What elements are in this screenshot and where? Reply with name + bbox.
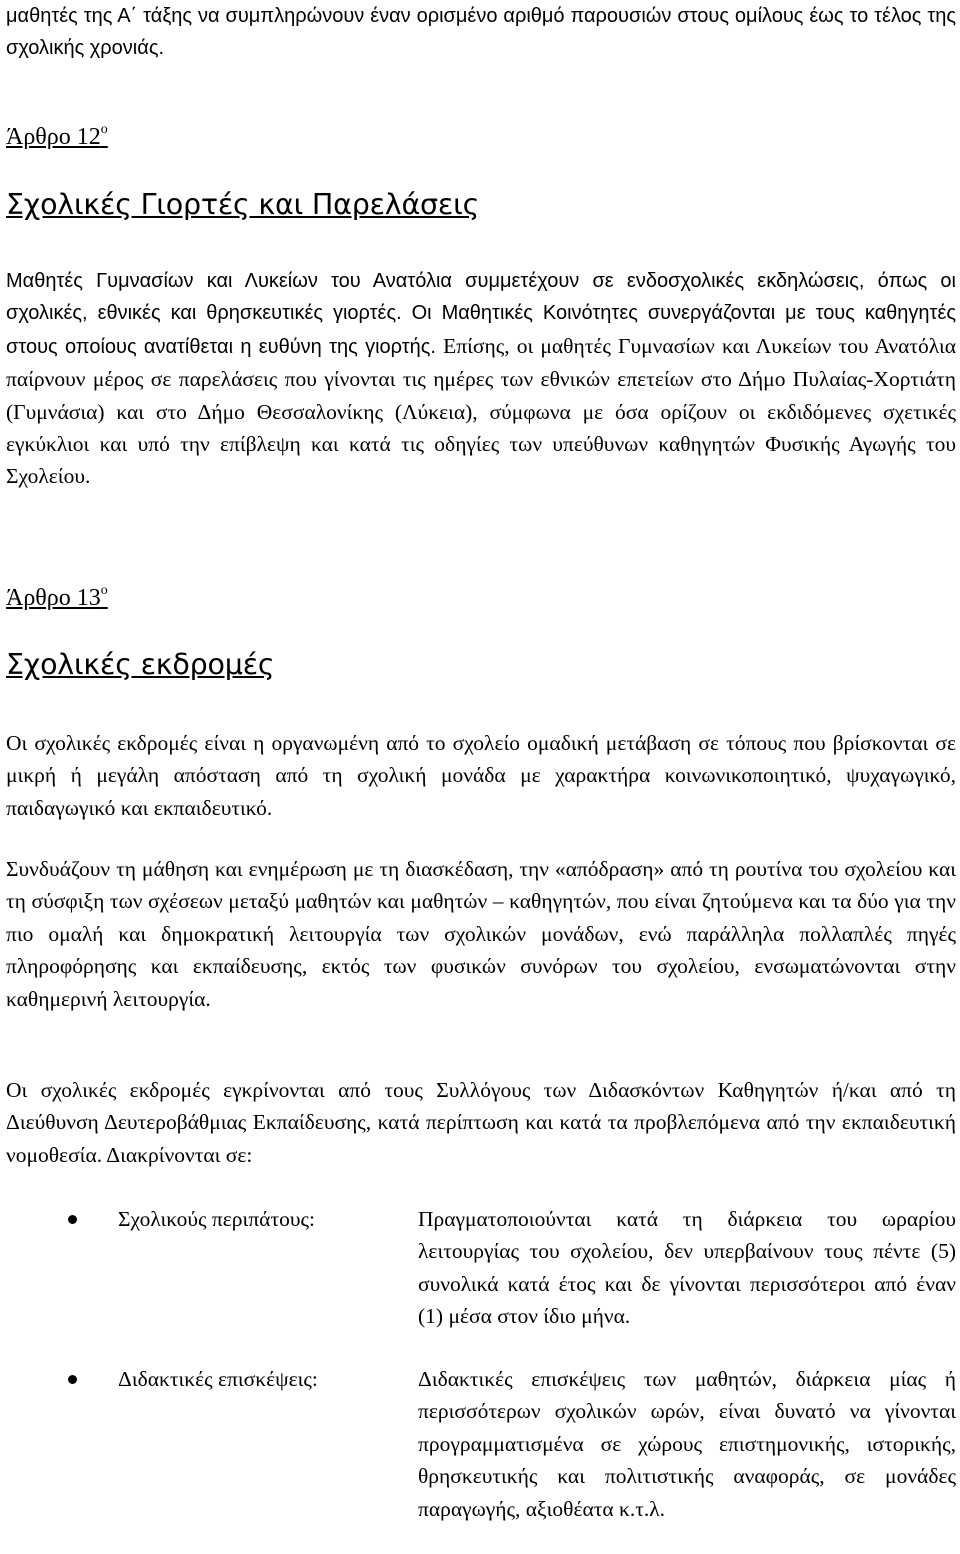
article-12-ordinal: ο <box>100 122 108 137</box>
article-12-title: Σχολικές Γιορτές και Παρελάσεις <box>6 188 480 221</box>
article-13-paragraph-3: Οι σχολικές εκδρομές εγκρίνονται από τους Συλλόγους των Διδασκόντων Καθηγητών ή/και από τη Διεύθυνση Δευτεροβάθμιας Εκπαίδευσης, κατά περίπτωση και κατά τα προβλεπόμενα από την εκπαιδευτική νομοθεσία. Διακρίνονται σε: <box>6 1078 956 1167</box>
article-13-paragraph-1: Οι σχολικές εκδρομές είναι η οργανωμένη από το σχολείο ομαδική μετάβαση σε τόπους που βρίσκονται σε μικρή ή μεγάλη απόσταση από τη σχολική μονάδα με χαρακτήρα κοινωνικοποιητικό, ψυχαγωγικό, παιδαγωγικό και εκπαιδευτικό. <box>6 731 956 820</box>
list-item-term: Διδακτικές επισκέψεις: <box>118 1367 318 1391</box>
article-12-paragraph-part1: Μαθητές Γυμνασίων και Λυκείων του Ανατόλια συμμετέχουν σε ενδοσχολικές εκδηλώσεις, όπως οι σχολικές, εθνικές και θρησκευτικές γιορτές. Οι Μαθητικές Κοινότητες συνεργάζονται με τους καθηγητές στους οποίους ανατίθεται η ευθύνη της γιορτής. <box>6 270 956 358</box>
intro-continuation: μαθητές της Α΄ τάξης να συμπληρώνουν έναν ορισμένο αριθμό παρουσιών στους ομίλους έως το τέλος της σχολικής χρονιάς. <box>6 5 956 60</box>
list-item-description: Διδακτικές επισκέψεις των μαθητών, διάρκεια μίας ή περισσότερων σχολικών ωρών, είναι δυνατό να γίνονται προγραμματισμένα σε χώρους επιστημονικής, ιστορικής, θρησκευτικής και πολιτιστικής αναφοράς, σε μονάδες παραγωγής, αξιοθέατα κ.τ.λ. <box>418 1367 956 1521</box>
article-12-heading <box>6 124 108 151</box>
bullet-icon <box>68 1215 77 1224</box>
bullet-icon <box>68 1375 77 1384</box>
list-item-term: Σχολικούς περιπάτους: <box>118 1207 315 1231</box>
article-13-heading <box>6 585 108 612</box>
article-12-paragraph <box>6 265 956 493</box>
article-13-ordinal: ο <box>100 583 108 598</box>
article-12-paragraph-part2: Επίσης, οι μαθητές Γυμνασίων και Λυκείων του Ανατόλια παίρνουν μέρος σε παρελάσεις που γίνονται τις ημέρες των εθνικών επετείων στο Δήμο Πυλαίας-Χορτιάτη (Γυμνάσια) και στο Δήμο Θεσσαλονίκης (Λύκεια), σύμφωνα με όσα ορίζουν οι εκδιδόμενες σχετικές εγκύκλιοι και υπό την επίβλεψη και κατά τις οδηγίες των υπεύθυνων καθηγητών Φυσικής Αγωγής του Σχολείου. <box>6 333 956 489</box>
article-12-heading-text: Άρθρο 12 <box>6 124 101 150</box>
article-13-paragraph-2: Συνδυάζουν τη μάθηση και ενημέρωση με τη διασκέδαση, την «απόδραση» από τη ρουτίνα του σχολείου και τη σύσφιξη των σχέσεων μεταξύ μαθητών και μαθητών – καθηγητών, που είναι ζητούμενα και τα δύο για την πιο ομαλή και δημοκρατική λειτουργία των σχολικών μονάδων, ενώ παράλληλα πολλαπλές πηγές πληροφόρησης και εκπαίδευσης, εκτός των φυσικών συνόρων του σχολείου, ενσωματώνονται στην καθημερινή λειτουργία. <box>6 857 956 1011</box>
list-item-description: Πραγματοποιούνται κατά τη διάρκεια του ωραρίου λειτουργίας του σχολείου, δεν υπερβαίνουν τους πέντε (5) συνολικά κατά έτος και δε γίνονται περισσότεροι από έναν (1) μέσα στον ίδιο μήνα. <box>418 1207 956 1329</box>
article-13-heading-text: Άρθρο 13 <box>6 585 101 611</box>
article-13-title: Σχολικές εκδρομές <box>6 648 275 681</box>
